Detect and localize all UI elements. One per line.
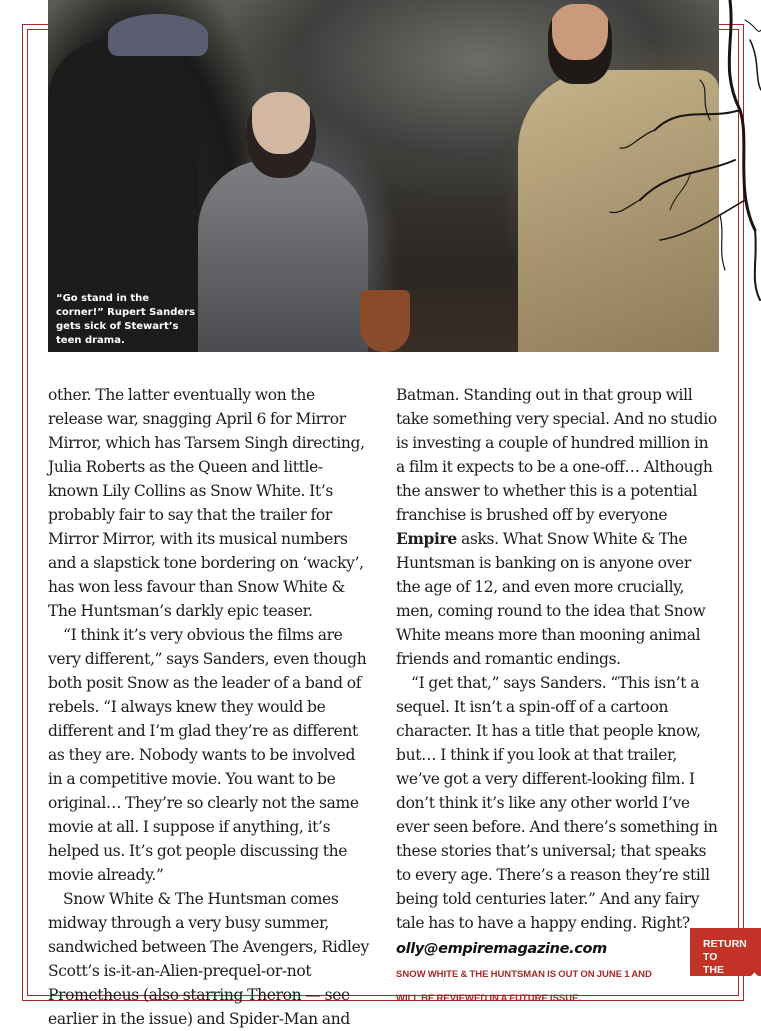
cap bbox=[108, 14, 208, 56]
photo-caption: “Go stand in the corner!” Rupert Sanders gets sick of Stewart’s teen drama. bbox=[56, 293, 196, 346]
author-email[interactable]: olly@empiremagazine.com bbox=[396, 941, 607, 957]
magazine-name: Empire bbox=[396, 529, 457, 548]
return-to-top-label: RETURN TO bbox=[703, 938, 747, 963]
body-paragraph: “I think it’s very obvious the films are very different,” says Sanders, even though both posit Snow as the leader of a band of rebels. “I always knew they would be different and I’m glad they’re as different as they are. Nobody wants to be involved in a competitive movie. You want to be original… They’re so clearly not the same movie at all. I suppose if anything, it’s helped us. It’s got people discussing the movie already.” bbox=[48, 626, 367, 884]
body-text: Batman. Standing out in that group will take something very special. And no studio is investing a couple of hundred million in a film it expects to be a one-off… Although the answer to whether this is a potential franchise is brushed off by everyone bbox=[396, 386, 717, 524]
return-to-top-label: THE TOP bbox=[703, 964, 725, 989]
armoured-actress-figure bbox=[198, 160, 368, 352]
shield bbox=[360, 290, 410, 352]
actress-head bbox=[246, 92, 316, 178]
body-paragraph: “I get that,” says Sanders. “This isn’t a sequel. It isn’t a spin-off of a cartoon character. It has a title that people know, but… I think if you look at that trailer, we’ve got a very different-looking film. I don’t think it’s like any other world I’ve ever seen before. And there’s something in these stories that’s universal; that speaks to every age. There’s a reason they’re still being told centuries later.” And any fairy tale has to have a happy ending. Right? bbox=[396, 674, 718, 932]
article-column-left bbox=[48, 383, 370, 1031]
chevron-up-icon bbox=[748, 972, 761, 982]
tree-branches-decoration bbox=[560, 0, 761, 360]
body-text: asks. What Snow White & The Huntsman is banking on is anyone over the age of 12, and even more crucially, men, coming round to the idea that Snow White means more than mooning animal friends and romantic endings. bbox=[396, 530, 706, 668]
article-column-right bbox=[396, 383, 718, 1017]
return-to-top-button[interactable] bbox=[690, 928, 761, 989]
release-line: WILL BE REVIEWED IN A FUTURE ISSUE. bbox=[396, 993, 582, 1004]
body-paragraph: other. The latter eventually won the release war, snagging April 6 for Mirror Mirror, which has Tarsem Singh directing, Julia Roberts as the Queen and little-known Lily Collins as Snow White. It’s probably fair to say that the trailer for Mirror Mirror, with its musical numbers and a slapstick tone bordering on ‘wacky’, has won less favour than Snow White & The Huntsman’s darkly epic teaser. bbox=[48, 386, 365, 620]
release-info bbox=[396, 969, 718, 1005]
body-paragraph: Snow White & The Huntsman comes midway through a very busy summer, sandwiched between The Avengers, Ridley Scott’s is-it-an-Alien-prequel-or-not Prometheus (also starring Theron — see earlier in the issue) and Spider-Man and bbox=[48, 890, 369, 1028]
release-line: SNOW WHITE & THE HUNTSMAN IS OUT ON JUNE 1 AND bbox=[396, 969, 652, 980]
body-paragraph bbox=[396, 383, 718, 671]
